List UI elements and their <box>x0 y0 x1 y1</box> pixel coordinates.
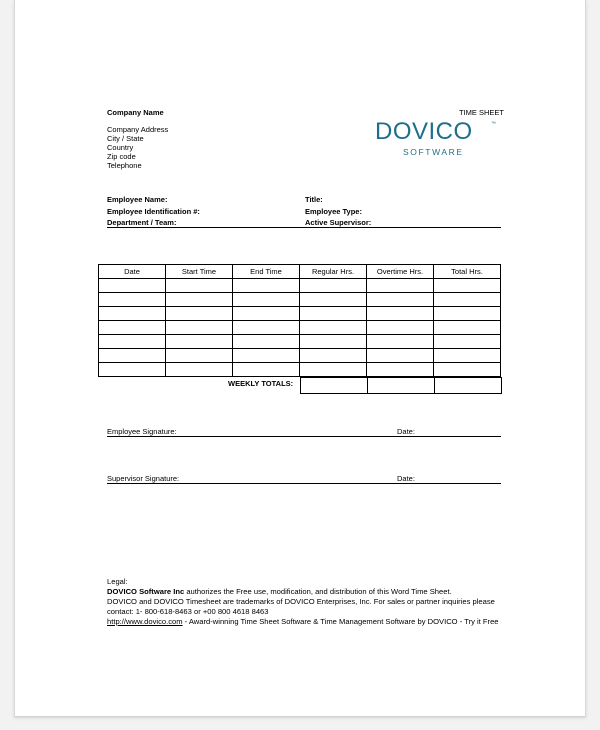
table-row <box>99 335 501 349</box>
table-cell[interactable] <box>99 321 166 335</box>
table-cell[interactable] <box>367 307 434 321</box>
table-cell[interactable] <box>166 307 233 321</box>
country: Country <box>107 143 134 152</box>
legal-line-1 <box>107 587 507 597</box>
col-total-hrs: Total Hrs. <box>434 265 501 279</box>
employee-signature-date-label: Date: <box>397 427 415 436</box>
logo-subtitle: SOFTWARE <box>403 147 464 157</box>
weekly-overtime-total[interactable] <box>368 378 435 394</box>
col-regular-hrs: Regular Hrs. <box>300 265 367 279</box>
employee-signature-line[interactable] <box>107 436 501 437</box>
employee-type-label: Employee Type: <box>305 207 362 216</box>
table-cell[interactable] <box>300 293 367 307</box>
legal-line-2: DOVICO and DOVICO Timesheet are trademarks of DOVICO Enterprises, Inc. For sales or partner inquiries please contact: 1- 800-618-8463 or +00 800 4618 8463 <box>107 597 495 616</box>
table-cell[interactable] <box>233 279 300 293</box>
table-cell[interactable] <box>434 321 501 335</box>
table-row <box>99 349 501 363</box>
logo-trademark: ™ <box>491 121 496 127</box>
table-cell[interactable] <box>99 279 166 293</box>
supervisor-signature-date-label: Date: <box>397 474 415 483</box>
table-cell[interactable] <box>434 363 501 377</box>
table-cell[interactable] <box>367 293 434 307</box>
timesheet-table <box>98 264 501 377</box>
telephone: Telephone <box>107 161 142 170</box>
legal-line-1-text: authorizes the Free use, modification, and distribution of this Word Time Sheet. <box>184 587 452 596</box>
weekly-regular-total[interactable] <box>301 378 368 394</box>
employee-signature-label: Employee Signature: <box>107 427 177 436</box>
table-cell[interactable] <box>233 307 300 321</box>
table-cell[interactable] <box>99 335 166 349</box>
legal-heading: Legal: <box>107 577 128 586</box>
department-label: Department / Team: <box>107 218 177 227</box>
table-cell[interactable] <box>99 307 166 321</box>
legal-line-3-text: - Award-winning Time Sheet Software & Time Management Software by DOVICO - Try it Free <box>182 617 499 626</box>
active-supervisor-label: Active Supervisor: <box>305 218 372 227</box>
table-cell[interactable] <box>434 349 501 363</box>
weekly-totals-boxes <box>300 377 502 394</box>
table-cell[interactable] <box>300 349 367 363</box>
table-cell[interactable] <box>434 279 501 293</box>
col-date: Date <box>99 265 166 279</box>
supervisor-signature-line[interactable] <box>107 483 501 484</box>
table-cell[interactable] <box>233 363 300 377</box>
employee-info-underline <box>107 227 501 228</box>
supervisor-signature-label: Supervisor Signature: <box>107 474 180 483</box>
table-cell[interactable] <box>166 293 233 307</box>
legal-line-3 <box>107 617 507 627</box>
legal-company: DOVICO Software Inc <box>107 587 185 596</box>
table-cell[interactable] <box>300 279 367 293</box>
weekly-total-hours[interactable] <box>435 378 502 394</box>
table-cell[interactable] <box>434 293 501 307</box>
table-cell[interactable] <box>166 335 233 349</box>
table-cell[interactable] <box>367 279 434 293</box>
table-cell[interactable] <box>166 321 233 335</box>
dovico-logo <box>375 118 505 162</box>
table-cell[interactable] <box>166 363 233 377</box>
weekly-totals-label: WEEKLY TOTALS: <box>228 379 294 388</box>
table-cell[interactable] <box>434 335 501 349</box>
table-cell[interactable] <box>300 321 367 335</box>
legal-notice <box>107 577 507 627</box>
table-cell[interactable] <box>300 307 367 321</box>
table-cell[interactable] <box>233 321 300 335</box>
company-name: Company Name <box>107 108 164 117</box>
timesheet-header-row <box>99 265 501 279</box>
table-cell[interactable] <box>367 349 434 363</box>
col-overtime-hrs: Overtime Hrs. <box>367 265 434 279</box>
table-row <box>99 321 501 335</box>
table-cell[interactable] <box>99 349 166 363</box>
title-label: Title: <box>305 195 323 204</box>
time-sheet-label: TIME SHEET <box>459 108 505 117</box>
company-address: Company Address <box>107 125 169 134</box>
city-state: City / State <box>107 134 144 143</box>
dovico-website-link[interactable]: http://www.dovico.com <box>107 617 183 626</box>
table-row <box>99 279 501 293</box>
table-cell[interactable] <box>367 321 434 335</box>
table-cell[interactable] <box>99 293 166 307</box>
employee-id-label: Employee Identification #: <box>107 207 200 216</box>
table-cell[interactable] <box>166 349 233 363</box>
col-end-time: End Time <box>233 265 300 279</box>
table-row <box>99 307 501 321</box>
table-cell[interactable] <box>367 363 434 377</box>
document-page <box>14 0 586 717</box>
table-row <box>99 363 501 377</box>
table-cell[interactable] <box>99 363 166 377</box>
table-cell[interactable] <box>434 307 501 321</box>
table-cell[interactable] <box>300 335 367 349</box>
col-start-time: Start Time <box>166 265 233 279</box>
table-cell[interactable] <box>300 363 367 377</box>
table-cell[interactable] <box>166 279 233 293</box>
table-cell[interactable] <box>233 349 300 363</box>
company-address-block <box>107 125 168 170</box>
table-cell[interactable] <box>233 293 300 307</box>
table-row <box>99 293 501 307</box>
employee-name-label: Employee Name: <box>107 195 168 204</box>
table-cell[interactable] <box>367 335 434 349</box>
logo-wordmark: DOVICO <box>375 118 473 145</box>
zip-code: Zip code <box>107 152 136 161</box>
table-cell[interactable] <box>233 335 300 349</box>
